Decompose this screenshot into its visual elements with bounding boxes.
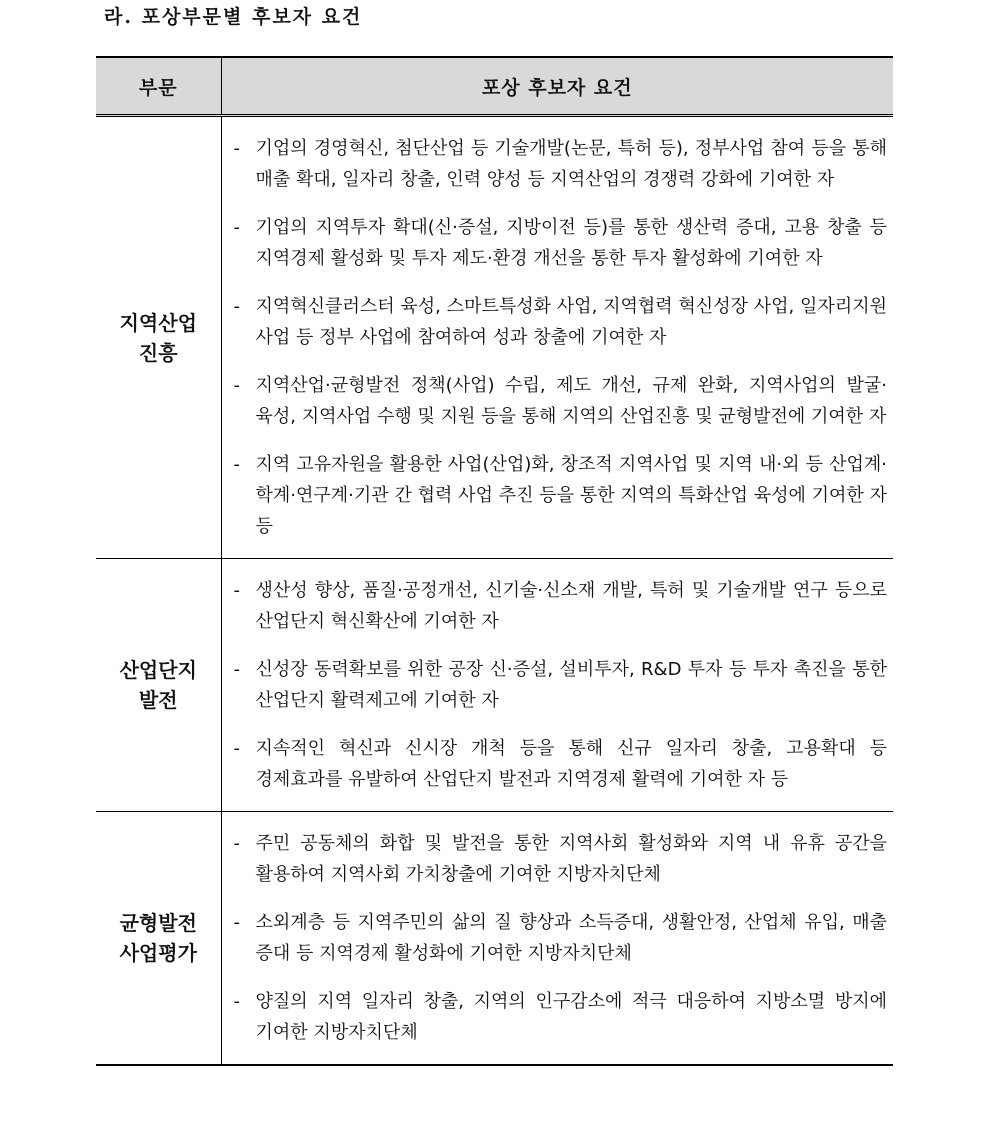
- table-row: [96, 116, 893, 559]
- requirement-item: [232, 291, 888, 353]
- requirement-text: 신성장 동력확보를 위한 공장 신·증설, 설비투자, R&D 투자 등 투자 촉진을 통한 산업단지 활력제고에 기여한 자: [255, 659, 887, 711]
- requirement-item: [232, 986, 888, 1048]
- requirements-cell: [221, 812, 893, 1066]
- requirements-cell: [221, 559, 893, 812]
- requirement-item: [232, 654, 888, 716]
- category-cell: [96, 559, 221, 812]
- bullet-dash: -: [233, 991, 240, 1012]
- requirement-item: [232, 370, 888, 432]
- bullet-dash: -: [233, 833, 240, 854]
- requirement-item: [232, 733, 888, 795]
- table-header-row: [96, 57, 893, 116]
- category-label-line: 사업평가: [119, 941, 197, 965]
- bullet-dash: -: [233, 659, 240, 680]
- requirement-text: 생산성 향상, 품질·공정개선, 신기술·신소재 개발, 특허 및 기술개발 연구 등으로 산업단지 혁신확산에 기여한 자: [255, 580, 887, 632]
- requirement-item: [232, 212, 888, 274]
- header-category: 부문: [96, 57, 221, 116]
- header-requirements: 포상 후보자 요건: [221, 57, 893, 116]
- table-row: [96, 559, 893, 812]
- bullet-dash: -: [233, 138, 240, 159]
- category-label-line: 진흥: [138, 340, 178, 365]
- category-label-line: 산업단지: [119, 658, 197, 682]
- requirement-text: 주민 공동체의 화합 및 발전을 통한 지역사회 활성화와 지역 내 유휴 공간을 활용하여 지역사회 가치창출에 기여한 지방자치단체: [255, 833, 887, 885]
- bullet-dash: -: [233, 580, 240, 601]
- bullet-dash: -: [233, 375, 240, 396]
- requirement-item: [232, 575, 888, 637]
- requirement-item: [232, 907, 888, 969]
- requirement-text: 지역혁신클러스터 육성, 스마트특성화 사업, 지역협력 혁신성장 사업, 일자리지원 사업 등 정부 사업에 참여하여 성과 창출에 기여한 자: [255, 296, 887, 348]
- table-row: [96, 812, 893, 1066]
- requirement-text: 기업의 경영혁신, 첨단산업 등 기술개발(논문, 특허 등), 정부사업 참여 등을 통해 매출 확대, 일자리 창출, 인력 양성 등 지역산업의 경쟁력 강화에 기여한 자: [255, 138, 887, 190]
- category-cell: [96, 812, 221, 1066]
- award-requirements-table: [96, 56, 893, 1066]
- bullet-dash: -: [233, 296, 240, 317]
- bullet-dash: -: [233, 217, 240, 238]
- requirement-text: 지역 고유자원을 활용한 사업(산업)화, 창조적 지역사업 및 지역 내·외 등 산업계·학계·연구계·기관 간 협력 사업 추진 등을 통한 지역의 특화산업 육성에 기여한 자 등: [255, 454, 887, 537]
- requirement-item: [232, 449, 888, 542]
- requirement-text: 양질의 지역 일자리 창출, 지역의 인구감소에 적극 대응하여 지방소멸 방지에 기여한 지방자치단체: [255, 991, 887, 1043]
- requirement-item: [232, 133, 888, 195]
- bullet-dash: -: [233, 738, 240, 759]
- requirement-text: 기업의 지역투자 확대(신·증설, 지방이전 등)를 통한 생산력 증대, 고용 창출 등 지역경제 활성화 및 투자 제도·환경 개선을 통한 투자 활성화에 기여한 자: [255, 217, 887, 269]
- bullet-dash: -: [233, 912, 240, 933]
- category-label-line: 지역산업: [119, 310, 197, 335]
- requirement-text: 지속적인 혁신과 신시장 개척 등을 통해 신규 일자리 창출, 고용확대 등 경제효과를 유발하여 산업단지 발전과 지역경제 활력에 기여한 자 등: [255, 738, 887, 790]
- bullet-dash: -: [233, 454, 240, 475]
- category-cell: [96, 116, 221, 559]
- section-heading: 라. 포상부문별 후보자 요건: [104, 6, 363, 28]
- requirement-text: 지역산업·균형발전 정책(사업) 수립, 제도 개선, 규제 완화, 지역사업의 발굴·육성, 지역사업 수행 및 지원 등을 통해 지역의 산업진흥 및 균형발전에 기여한 자: [255, 375, 887, 427]
- category-label-line: 균형발전: [119, 911, 197, 935]
- requirement-item: [232, 828, 888, 890]
- requirement-text: 소외계층 등 지역주민의 삶의 질 향상과 소득증대, 생활안정, 산업체 유입, 매출 증대 등 지역경제 활성화에 기여한 지방자치단체: [255, 912, 887, 964]
- requirements-cell: [221, 116, 893, 559]
- category-label-line: 발전: [138, 688, 178, 712]
